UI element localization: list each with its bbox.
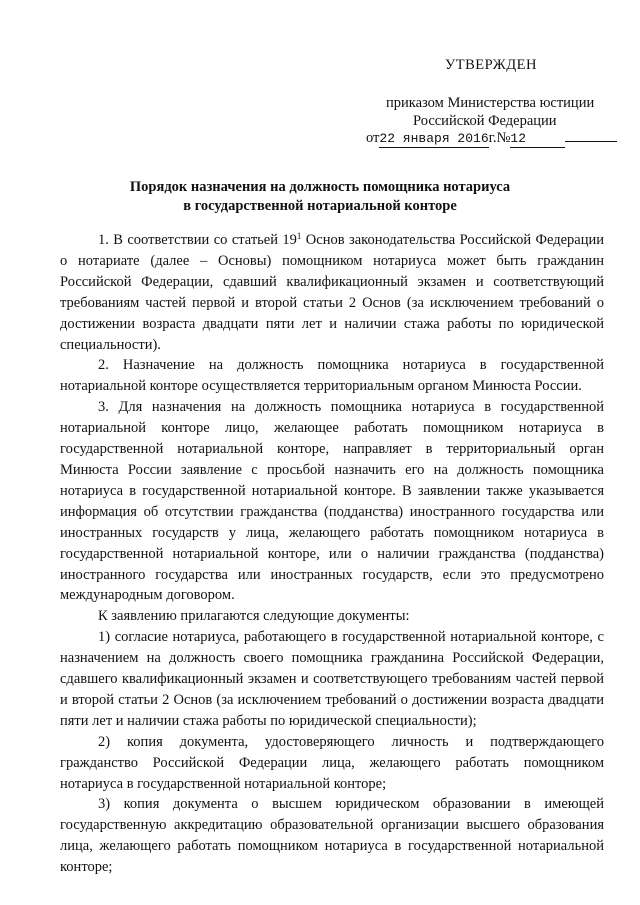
signature-underline bbox=[565, 141, 617, 142]
document-body bbox=[60, 230, 604, 878]
title-line-1: Порядок назначения на должность помощника нотариуса bbox=[129, 179, 511, 195]
order-number: 12 bbox=[510, 131, 527, 146]
order-date-line bbox=[366, 130, 617, 148]
list-item-1: 1) согласие нотариуса, работающего в государственной нотариальной конторе, с назначением на должность своего помощника гражданина Российской Федерации, сдавшего квалификационный экзамен и соответствующего требованиям частей первой и второй статьи 2 Основ (за исключением требований о достижении возраста двадцати пяти лет и наличии стажа работы по юридической специальности); bbox=[60, 629, 604, 729]
paragraph-4: К заявлению прилагаются следующие документы: bbox=[98, 608, 410, 625]
approved-stamp-heading: УТВЕРЖДЕН bbox=[445, 57, 537, 73]
order-date: 22 января 2016 bbox=[379, 131, 489, 146]
order-line: приказом Министерства юстиции bbox=[386, 95, 595, 111]
number-sign: № bbox=[496, 130, 511, 146]
list-item-2: 2) копия документа, удостоверяющего личность и подтверждающего гражданство Российской Федерации лица, желающего работать помощником нотариуса в государственной нотариальной конторе; bbox=[60, 733, 604, 792]
ministry-line: Российской Федерации bbox=[413, 113, 557, 129]
superscript: 1 bbox=[296, 231, 302, 241]
paragraph-3: 3. Для назначения на должность помощника нотариуса в государственной нотариальной конторе лицо, желающее работать помощником нотариуса в государственной нотариальной конторе, направляет в территориальный орган Минюста России заявление с просьбой назначить его на должность помощника нотариуса в государственной нотариальной конторе. В заявлении также указывается информация об отсутствии гражданства (подданства) иностранного государства или иностранных государств у лица, желающего работать помощником нотариуса в государственной нотариальной конторе, или о наличии гражданства (подданства) иностранного государства или иностранных государств, если это предусмотрено международным договором. bbox=[60, 399, 604, 604]
paragraph-1: 1. В соответствии со статьей $19^1$ Основ законодательства Российской Федерации о нотариате (далее – Основы) помощником нотариуса может быть гражданин Российской Федерации, сдавший квалификационный экзамен и соответствующий требованиям частей первой и второй статьи 2 Основ (за исключением требований о достижении возраста двадцати пяти лет и наличии стажа работы по юридической специальности). bbox=[60, 231, 604, 353]
paragraph-2: 2. Назначение на должность помощника нотариуса в государственной нотариальной конторе осуществляется территориальным органом Минюста России. bbox=[60, 357, 604, 395]
page-title bbox=[60, 178, 580, 216]
date-prefix: от bbox=[366, 130, 380, 146]
title-line-2: в государственной нотариальной конторе bbox=[183, 198, 457, 214]
year-suffix: г. bbox=[488, 130, 497, 146]
list-item-3: 3) копия документа о высшем юридическом образовании в имеющей государственную аккредитацию образовательной организации высшего образования лица, желающего работать помощником нотариуса в государственной нотариальной конторе; bbox=[60, 796, 604, 876]
